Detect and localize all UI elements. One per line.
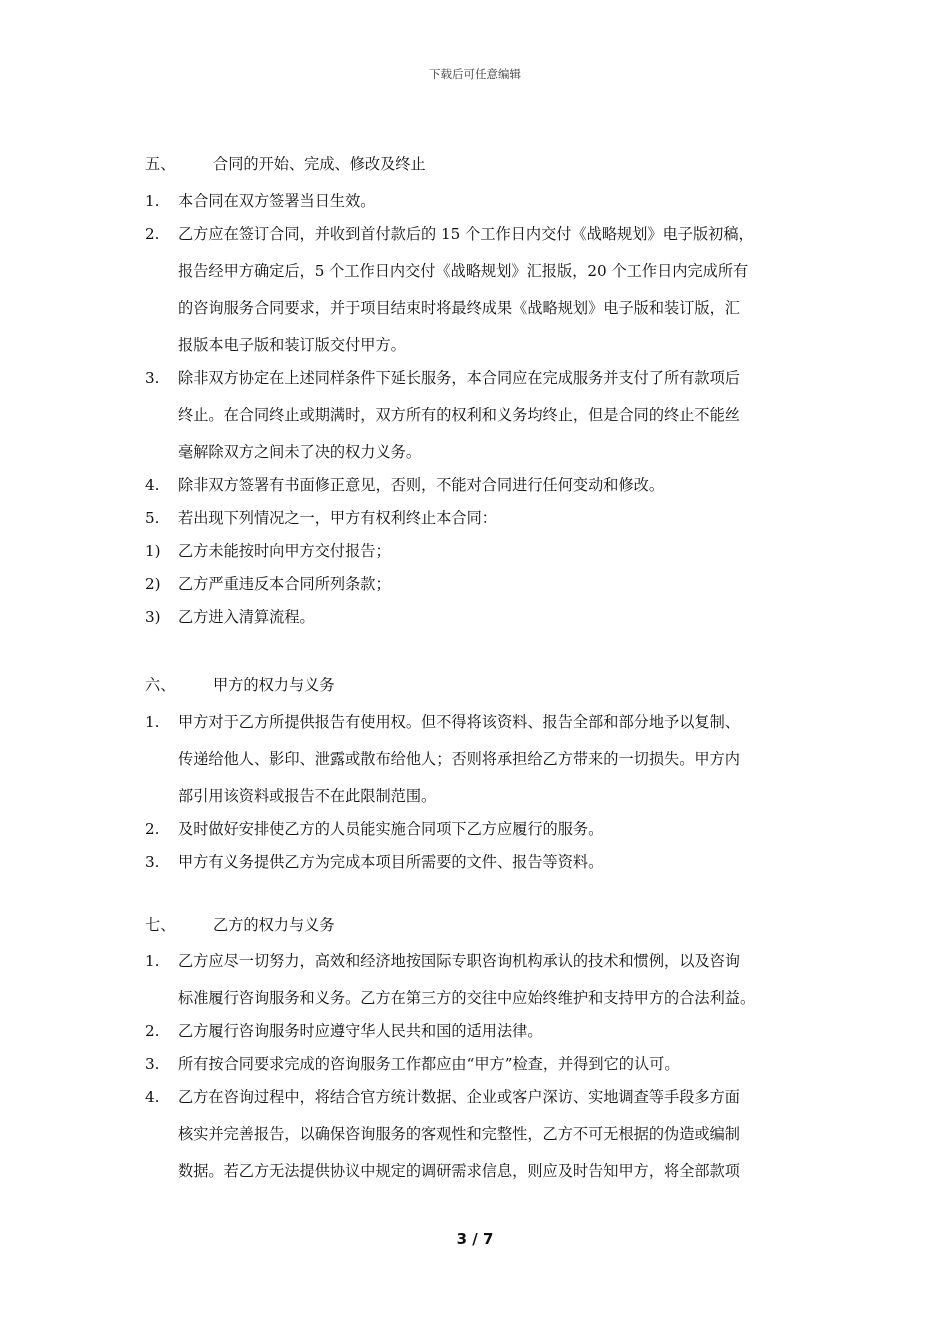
list-item-text: 甲方对于乙方所提供报告有使用权。但不得将该资料、报告全部和部分地予以复制、 [178,713,740,731]
list-item-text: 乙方未能按时向甲方交付报告； [178,542,391,560]
section-heading-number: 五、 [145,155,176,173]
list-item-text: 部引用该资料或报告不在此限制范围。 [178,787,437,805]
list-item-text: 乙方严重违反本合同所列条款； [178,575,391,593]
list-item-number: 2. [145,1022,160,1040]
list-item-text: 若出现下列情况之一，甲方有权利终止本合同： [178,509,497,527]
list-item-text: 及时做好安排使乙方的人员能实施合同项下乙方应履行的服务。 [178,820,604,838]
list-item-text: 数据。若乙方无法提供协议中规定的调研需求信息，则应及时告知甲方，将全部款项 [178,1162,740,1180]
list-item-text: 本合同在双方签署当日生效。 [178,192,376,210]
list-item-number: 5. [145,509,160,527]
list-item-number: 3) [145,608,161,626]
list-item-number: 1) [145,542,161,560]
list-item-number: 1. [145,192,160,210]
list-item-number: 3. [145,853,160,871]
section-heading-number: 七、 [145,916,176,934]
list-item-text: 乙方应尽一切努力，高效和经济地按国际专职咨询机构承认的技术和惯例，以及咨询 [178,952,740,970]
list-item-number: 4. [145,1088,160,1106]
list-item-number: 2) [145,575,161,593]
list-item-text: 的咨询服务合同要求，并于项目结束时将最终成果《战略规划》电子版和装订版，汇 [178,299,740,317]
list-item-text: 核实并完善报告，以确保咨询服务的客观性和完整性，乙方不可无根据的伪造或编制 [178,1125,740,1143]
list-item-text: 乙方在咨询过程中，将结合官方统计数据、企业或客户深访、实地调查等手段多方面 [178,1088,740,1106]
list-item-text: 传递给他人、影印、泄露或散布给他人；否则将承担给乙方带来的一切损失。甲方内 [178,750,740,768]
list-item-number: 4. [145,476,160,494]
list-item-text: 乙方应在签订合同，并收到首付款后的 15 个工作日内交付《战略规划》电子版初稿， [178,225,754,243]
list-item-text: 除非双方协定在上述同样条件下延长服务，本合同应在完成服务并支付了所有款项后 [178,369,740,387]
list-item-number: 3. [145,369,160,387]
list-item-text: 所有按合同要求完成的咨询服务工作都应由“甲方”检查，并得到它的认可。 [178,1055,680,1073]
section-heading-title: 合同的开始、完成、修改及终止 [213,155,426,173]
list-item-number: 2. [145,820,160,838]
list-item-text: 除非双方签署有书面修正意见，否则，不能对合同进行任何变动和修改。 [178,476,664,494]
section-heading-number: 六、 [145,676,176,694]
page-header: 下载后可任意编辑 [429,67,521,81]
section-heading-title: 乙方的权力与义务 [213,916,335,934]
list-item-number: 1. [145,952,160,970]
list-item-text: 报版本电子版和装订版交付甲方。 [178,336,406,354]
page-number: 3 / 7 [456,1230,494,1248]
list-item-text: 甲方有义务提供乙方为完成本项目所需要的文件、报告等资料。 [178,853,604,871]
list-item-number: 2. [145,225,160,243]
list-item-text: 毫解除双方之间未了决的权力义务。 [178,443,421,461]
list-item-text: 乙方进入清算流程。 [178,608,315,626]
list-item-number: 3. [145,1055,160,1073]
list-item-text: 标准履行咨询服务和义务。乙方在第三方的交往中应始终维护和支持甲方的合法利益。 [178,989,756,1007]
list-item-text: 乙方履行咨询服务时应遵守华人民共和国的适用法律。 [178,1022,543,1040]
list-item-text: 报告经甲方确定后，5 个工作日内交付《战略规划》汇报版，20 个工作日内完成所有 [178,262,749,280]
list-item-number: 1. [145,713,160,731]
section-heading-title: 甲方的权力与义务 [213,676,335,694]
list-item-text: 终止。在合同终止或期满时，双方所有的权利和义务均终止，但是合同的终止不能丝 [178,406,740,424]
